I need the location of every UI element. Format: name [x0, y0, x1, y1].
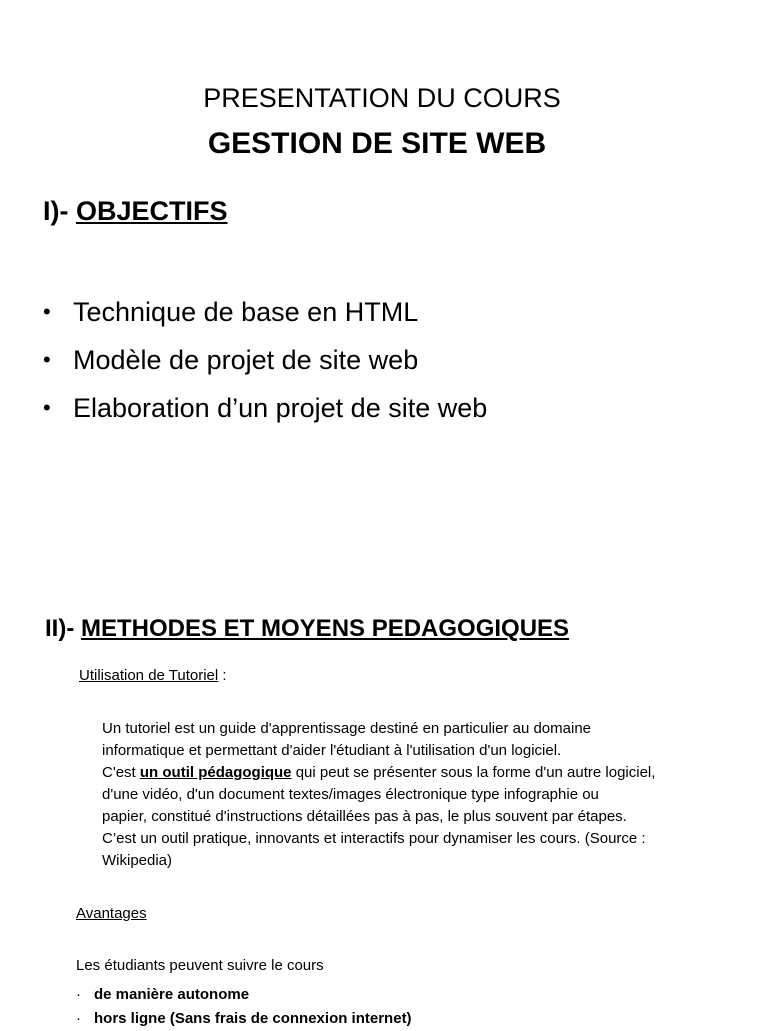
- course-subtitle: PRESENTATION DU COURS: [203, 83, 561, 113]
- paragraph-line: Un tutoriel est un guide d'apprentissage destiné en particulier au domaine: [102, 720, 592, 737]
- objective-text: Technique de base en HTML: [73, 297, 419, 327]
- paragraph-text: C'est: [102, 764, 140, 781]
- paragraph-line: d'une vidéo, d'un document textes/images électronique type infographie ou: [102, 786, 599, 803]
- objective-item: [43, 384, 487, 432]
- section-methods-heading: [45, 615, 569, 643]
- objective-item: [43, 336, 487, 384]
- advantage-item: [76, 1007, 412, 1031]
- section-number: I)-: [43, 196, 76, 226]
- paragraph-line: C’est un outil pratique, innovants et interactifs pour dynamiser les cours. (Source :: [102, 830, 646, 847]
- bullet-icon: •: [43, 347, 51, 372]
- section-objectives-heading: [43, 196, 228, 227]
- advantage-text: hors ligne (Sans frais de connexion internet): [94, 1010, 412, 1027]
- advantage-item: [76, 983, 412, 1007]
- advantage-text: de manière autonome: [94, 986, 250, 1003]
- section-title: METHODES ET MOYENS PEDAGOGIQUES: [81, 615, 570, 642]
- objective-item: [43, 288, 487, 336]
- paragraph-line: Wikipedia): [102, 852, 173, 869]
- paragraph-line: informatique et permettant d'aider l'étudiant à l'utilisation d'un logiciel.: [102, 742, 562, 759]
- paragraph-text: qui peut se présenter sous la forme d'un autre logiciel,: [291, 764, 656, 781]
- list-marker-icon: ·: [76, 986, 81, 1003]
- section-number: II)-: [45, 615, 81, 642]
- objective-text: Modèle de projet de site web: [73, 345, 419, 375]
- bullet-icon: •: [43, 299, 51, 324]
- list-marker-icon: ·: [76, 1010, 81, 1027]
- tutorial-subheading: [79, 667, 227, 684]
- course-title: GESTION DE SITE WEB: [207, 127, 547, 160]
- paragraph-line: papier, constitué d'instructions détaillées pas à pas, le plus souvent par étapes.: [102, 808, 627, 825]
- students-intro: Les étudiants peuvent suivre le cours: [76, 957, 324, 974]
- objective-text: Elaboration d’un projet de site web: [73, 393, 488, 423]
- objectives-list: [43, 288, 487, 432]
- subheading-text: Utilisation de Tutoriel: [79, 667, 219, 684]
- emphasis-text: un outil pédagogique: [139, 764, 292, 781]
- subheading-colon: :: [218, 667, 227, 684]
- paragraph-line: [102, 762, 655, 784]
- advantages-heading: Avantages: [76, 905, 147, 922]
- section-title: OBJECTIFS: [76, 196, 228, 226]
- bullet-icon: •: [43, 395, 51, 420]
- tutorial-description: [102, 718, 655, 872]
